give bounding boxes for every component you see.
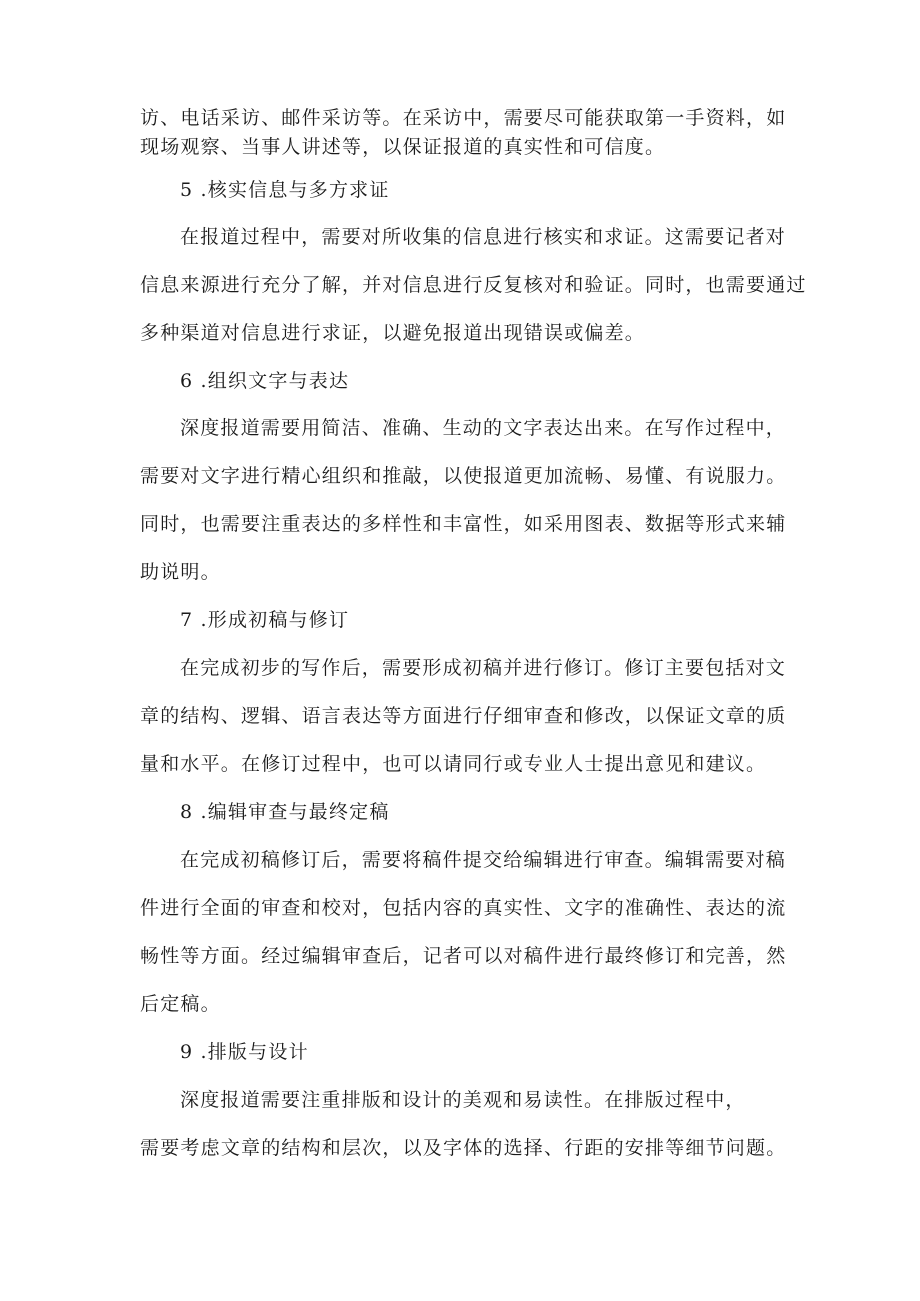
paragraph-line: 助说明。 [140, 561, 221, 583]
paragraph-line: 需要考虑文章的结构和层次，以及字体的选择、行距的安排等细节问题。 [140, 1137, 787, 1159]
paragraph-line: 深度报道需要注重排版和设计的美观和易读性。在排版过程中， [180, 1089, 746, 1111]
paragraph-line: 件进行全面的审查和校对，包括内容的真实性、文字的准确性、表达的流 [140, 897, 787, 919]
paragraph-line: 在完成初步的写作后，需要形成初稿并进行修订。修订主要包括对文 [180, 657, 787, 679]
section-heading-9: 9 .排版与设计 [180, 1041, 309, 1063]
paragraph-line: 多种渠道对信息进行求证，以避免报道出现错误或偏差。 [140, 322, 646, 344]
section-heading-5: 5 .核实信息与多方求证 [180, 179, 390, 201]
paragraph-line: 需要对文字进行精心组织和推敲，以使报道更加流畅、易懂、有说服力。 [140, 465, 787, 487]
paragraph-line: 章的结构、逻辑、语言表达等方面进行仔细审查和修改，以保证文章的质 [140, 705, 787, 727]
section-heading-6: 6 .组织文字与表达 [180, 370, 350, 392]
paragraph-line: 深度报道需要用简洁、准确、生动的文字表达出来。在写作过程中， [180, 417, 787, 439]
paragraph-line: 同时，也需要注重表达的多样性和丰富性，如采用图表、数据等形式来辅 [140, 513, 787, 535]
paragraph-line: 访、电话采访、邮件采访等。在采访中，需要尽可能获取第一手资料，如 [140, 107, 787, 129]
paragraph-line: 量和水平。在修订过程中，也可以请同行或专业人士提出意见和建议。 [140, 753, 767, 775]
section-heading-8: 8 .编辑审查与最终定稿 [180, 801, 390, 823]
paragraph-line: 在完成初稿修订后，需要将稿件提交给编辑进行审查。编辑需要对稿 [180, 849, 787, 871]
paragraph-line: 畅性等方面。经过编辑审查后，记者可以对稿件进行最终修订和完善，然 [140, 945, 787, 967]
paragraph-line: 在报道过程中，需要对所收集的信息进行核实和求证。这需要记者对 [180, 226, 787, 248]
paragraph-line: 信息来源进行充分了解，并对信息进行反复核对和验证。同时，也需要通过 [140, 274, 807, 296]
paragraph-line: 后定稿。 [140, 993, 221, 1015]
section-heading-7: 7 .形成初稿与修订 [180, 609, 350, 631]
paragraph-line: 现场观察、当事人讲述等，以保证报道的真实性和可信度。 [140, 136, 666, 158]
